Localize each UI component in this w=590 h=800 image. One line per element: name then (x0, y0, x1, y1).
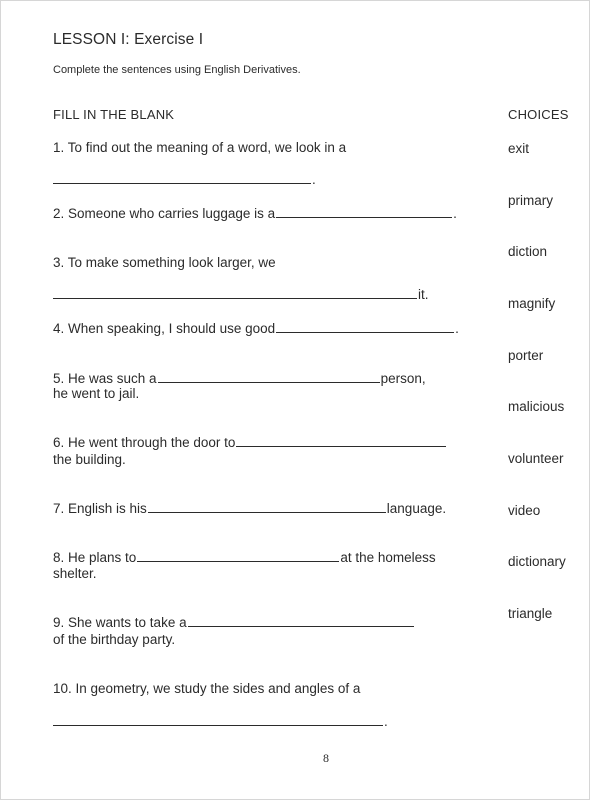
question-3-text: 3. To make something look larger, we (53, 255, 276, 270)
instructions: Complete the sentences using English Derivatives. (53, 64, 301, 76)
question-5-blank[interactable] (158, 371, 380, 383)
question-9-line2: of the birthday party. (53, 632, 176, 647)
question-7-blank[interactable] (148, 501, 386, 513)
question-8-end: at the homeless (340, 550, 436, 565)
choices-header: CHOICES (508, 107, 569, 122)
question-1-text: 1. To find out the meaning of a word, we look in a (53, 140, 347, 155)
choice-item: dictionary (508, 554, 566, 569)
question-10-blank[interactable] (53, 725, 383, 726)
question-4-blank[interactable] (276, 321, 454, 333)
question-2-end: . (453, 206, 457, 221)
question-3-end: it. (418, 287, 429, 302)
question-7-end: language. (386, 501, 447, 516)
question-5-text: 5. He was such a (53, 371, 157, 386)
question-8-text: 8. He plans to (53, 550, 137, 565)
question-1-blank[interactable] (53, 183, 311, 184)
question-1-end: . (312, 172, 316, 187)
question-8 (53, 550, 436, 565)
page-number: 8 (323, 751, 329, 765)
question-6 (53, 435, 447, 450)
question-2-text: 2. Someone who carries luggage is a (53, 206, 276, 221)
fill-in-blank-header: FILL IN THE BLANK (53, 107, 175, 122)
question-9-blank[interactable] (188, 615, 414, 627)
question-5 (53, 371, 426, 386)
question-9 (53, 615, 415, 630)
question-5-line2: he went to jail. (53, 386, 140, 401)
choice-item: volunteer (508, 451, 564, 466)
choice-item: magnify (508, 296, 556, 311)
choice-item: exit (508, 141, 530, 156)
question-6-text: 6. He went through the door to (53, 435, 236, 450)
question-5-end: person, (380, 371, 426, 386)
question-6-line2: the building. (53, 452, 126, 467)
question-3-blank[interactable] (53, 298, 417, 299)
question-6-blank[interactable] (236, 435, 446, 447)
question-9-text: 9. She wants to take a (53, 615, 187, 630)
choice-item: diction (508, 244, 548, 259)
question-10-end: . (384, 714, 388, 729)
question-7-text: 7. English is his (53, 501, 147, 516)
choice-item: porter (508, 348, 544, 363)
choice-item: malicious (508, 399, 565, 414)
question-10-text: 10. In geometry, we study the sides and angles of a (53, 681, 361, 696)
question-2-blank[interactable] (276, 206, 452, 218)
choice-item: video (508, 503, 541, 518)
question-4-end: . (455, 321, 459, 336)
question-4-text: 4. When speaking, I should use good (53, 321, 276, 336)
choice-item: primary (508, 193, 554, 208)
question-8-line2: shelter. (53, 566, 97, 581)
question-2 (53, 206, 457, 221)
question-7 (53, 501, 446, 516)
page-title: LESSON I: Exercise I (53, 31, 204, 48)
question-4 (53, 321, 459, 336)
choice-item: triangle (508, 606, 553, 621)
question-8-blank[interactable] (137, 550, 339, 562)
